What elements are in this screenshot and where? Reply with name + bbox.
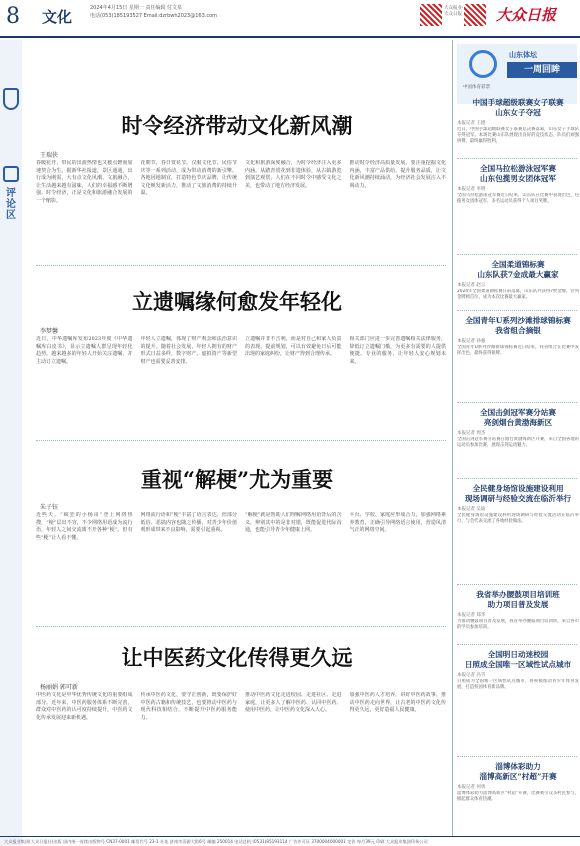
brief-item[interactable] [457, 316, 579, 399]
brief-title: 淄博体彩助力 淄博高新区“村超”开赛 [479, 762, 557, 781]
brief-text: 全国青年U系列沙滩排球锦标赛近日结束，我省组合在比赛中发挥出色，最终获得银牌。 [457, 345, 579, 357]
brief-text: 全国马拉松游泳冠军赛近日结束，山东队在比赛中表现出色，包揽男女团体冠军，多名运动员获得个人项目奖牌。 [457, 193, 579, 205]
article-body [36, 692, 446, 832]
divider [457, 254, 577, 255]
divider [457, 310, 577, 311]
qr-label-1: 大众报业· 大众日报 [444, 6, 464, 17]
article-author: 王瑞侠 [40, 152, 59, 159]
comment-icon [3, 166, 19, 182]
brief-meta: 本报记者 李明 [457, 187, 486, 192]
left-sidebar [0, 40, 22, 846]
brief-text: 日照成为全国唯一区域性试点城市，将积极推动青少年体育发展，打造校园体育新品牌。 [457, 679, 579, 691]
newspaper-brand: 大众日报 [496, 6, 557, 24]
brief-item[interactable] [457, 484, 579, 575]
page-number: 8 [6, 4, 20, 29]
divider [457, 478, 577, 479]
brief-text: 2024年全国柔道锦标赛日前落幕，山东队共获得7枚金牌，位列金牌榜首位，成为本次比赛最大赢家。 [457, 289, 579, 301]
article-column: 推动中医药文化走进校园、走进社区、走进家庭，让更多人了解中医药、认同中医药、使用中医药，让中医药文化深入人心。 [245, 692, 342, 714]
brief-item[interactable] [457, 260, 579, 313]
brief-title: 我省举办腰鼓项目培训班 助力项目普及发展 [476, 590, 560, 609]
brief-meta: 本报记者 冯雪 [457, 673, 486, 678]
pen-icon [3, 88, 19, 110]
brief-meta: 本报记者 赵云 [457, 283, 486, 288]
article-author: 李梦馨 [40, 328, 59, 335]
article-body [36, 512, 446, 622]
brief-item[interactable] [457, 408, 579, 477]
article-column: 平台、学校、家庭应形成合力，加强网络素养教育，正确引导网络语言使用，营造风清气正的网络空间。 [349, 512, 446, 534]
article-body [36, 336, 446, 436]
article-title[interactable]: 立遗嘱缘何愈发年轻化 [132, 289, 342, 314]
brief-title: 全国击剑冠军赛分站赛 亮剑烟台黄渤海新区 [480, 408, 556, 427]
masthead-meta [90, 4, 217, 20]
article-column: “解梗”就是帮助人们理解网络用语背后的含义，辨别其中的是非对错，既能促进代际沟通，也能引导青少年健康上网。 [245, 512, 342, 534]
article-column: 文化和旅游深度融合，为时令经济注入更多内涵。从踏青赏花到非遗体验，从古镇游览到演艺观赏，人们在不同时令中感受文化之美，也带动了地方经济发展。 [245, 160, 342, 189]
masthead-meta-line1: 2024年4月15日 星期一 责任编辑 付文泉 [90, 5, 183, 11]
article-column: 近些天，“疯狂的小杨哥”登上网络热搜，“梗”层出不穷，不少网络用语成为流行语，年轻人之间交流离不开各种“梗”，但有些“梗”让人看不懂。 [36, 512, 133, 541]
brief-text: 全国击剑冠军赛分站赛在烟台黄渤海新区开赛，来自全国各地的运动员参加比赛，展现击剑运动魅力。 [457, 437, 579, 449]
brief-item[interactable] [457, 650, 579, 741]
brief-item[interactable] [457, 762, 579, 835]
article-column: 花朝节，春日赏花节、汉服文化节、民俗节庆等一系列活动，成为带动消费的新引擎。各地因地制宜，打造特色节庆品牌，让传统文化焕发新活力，推动了文旅消费的持续升温。 [140, 160, 237, 197]
article-author: 杨丽娟 郭可新 [40, 684, 78, 691]
article-column: 传承中医药文化，要守正创新，既要保护好中医药古籍和传统技艺，也要推动中医药与现代科技相结合，不断提升中医药服务能力。 [140, 692, 237, 721]
divider [457, 158, 577, 159]
brief-title: 全国柔道锦标赛 山东队获7金成最大赢家 [477, 260, 559, 279]
divider [457, 756, 577, 757]
qr-code-icon[interactable] [420, 4, 442, 26]
column-label: 评 论 区 [6, 188, 16, 221]
lottery-logo-icon [469, 50, 497, 78]
brief-text: 为推动腰鼓项目普及发展，我省举办腰鼓项目培训班，来自各市的学员参加培训。 [457, 619, 579, 631]
brief-text: 全民健身场馆设施建设利用现场调研与经验交流活动在临沂举行，与会代表交流了各地经验做法。 [457, 513, 579, 525]
divider [36, 440, 446, 441]
article-column: 推动时令经济高质量发展，要注重挖掘文化内涵，丰富产品供给，提升服务品质，让文化新风潮持续涌动，为经济社会发展注入不竭动力。 [349, 160, 446, 189]
brief-title: 全民健身场馆设施建设利用 现场调研与经验交流在临沂举行 [464, 484, 572, 503]
sports-banner [457, 44, 577, 104]
article-column: 立遗嘱并非不吉利，而是对自己和家人负责的表现。提前规划，可以有效避免日后可能出现的家庭纠纷，让财产得到合理传承。 [245, 336, 342, 358]
brief-meta: 本报记者 何勇 [457, 785, 486, 790]
brief-meta: 本报记者 吴迪 [457, 507, 486, 512]
article-column: 相关部门应进一步完善遗嘱相关法律服务，降低订立遗嘱门槛，为更多有需要的人提供便捷、专业的服务，让年轻人安心规划未来。 [349, 336, 446, 365]
brief-title: 全国明日动迷校园 日照成全国唯一区域性试点城市 [464, 650, 572, 669]
article-title[interactable]: 重视“解梗”尤为重要 [140, 467, 334, 492]
article-author: 朱子钰 [40, 504, 59, 511]
qr-code-icon[interactable] [464, 4, 486, 26]
sports-briefs-column [452, 40, 580, 836]
article-title[interactable]: 时令经济带动文化新风潮 [121, 113, 353, 138]
masthead-meta-line2: 电话(053)185193527 Email:dzrbwh2023@163.com [90, 13, 218, 19]
article-column: 春暖花开，带民的出游热情也又被点燃而加速契合为生。据新华社报道，景区通通，出行成为刚需，大有点文化风潮。文旅融合，让生活越来越有滋味，人们的幸福感不断增强。时令经济，正是文化和旅游融合发展的一个缩影。 [36, 160, 133, 204]
brief-item[interactable] [457, 164, 579, 247]
divider [36, 265, 446, 266]
banner-caption: 中国体育彩票 [463, 85, 490, 90]
brief-meta: 本报记者 孙强 [457, 339, 486, 344]
article-column: 中医药文化是中华优秀传统文化的重要组成部分。近年来，中医药服务体系不断完善，群众对中医药的认可度持续提升，中医药文化传承发展迎来新机遇。 [36, 692, 133, 721]
masthead [0, 0, 580, 38]
article-column: 年轻人立遗嘱，体现了财产观念和法治意识的提升。随着社会发展，年轻人拥有的财产形式日益多样，数字财产、虚拟资产等新型财产也需要妥善安排。 [140, 336, 237, 365]
brief-text: 淄博体彩助力淄博高新区“村超”开赛，比赛吸引众多村民参与，掀起群众体育热潮。 [457, 791, 579, 803]
divider [36, 626, 446, 627]
brief-title: 全国青年U系列沙滩排球锦标赛 我省组合摘银 [465, 316, 571, 335]
brief-title: 中国手球超级联赛女子联赛 山东女子夺冠 [472, 98, 564, 117]
article-body [36, 160, 446, 260]
divider [457, 644, 577, 645]
page-footer: 大众报业集团(大众日报社)出版 国内统一连续出版物号 CN37-0001 邮发代号 23-1 社址 济南市泺源大街6号 邮编 250014 电话总机 (0531)85193114 广告许可证 3700004000001 定价 每月39元 印刷 大众报业集团印务公司 [0, 836, 580, 846]
brief-meta: 本报记者 周杰 [457, 431, 486, 436]
divider [457, 402, 577, 403]
divider [457, 584, 577, 585]
brief-meta: 本报记者 郑华 [457, 613, 486, 618]
banner-heading: 山东体坛 [509, 51, 537, 59]
article-title[interactable]: 让中医药文化传得更久远 [121, 645, 353, 670]
brief-meta: 本报记者 王德 [457, 121, 486, 126]
banner-subtitle: 一周回眸 [507, 62, 577, 78]
brief-item[interactable] [457, 590, 579, 637]
brief-text: 近日，中国手球超级联赛女子联赛总决赛落幕，山东女子手球队夺得冠军。本场比赛山东队展现出良好的竞技状态，队员们顽强拼搏，最终赢得胜利。 [457, 127, 579, 145]
section-title: 文化 [42, 8, 73, 26]
article-column: 网络流行语和“梗”丰富了语言表达，但部分低俗、恶搞内容也随之传播，对青少年价值观形成带来不良影响，需要引起重视。 [140, 512, 237, 534]
brief-title: 全国马拉松游泳冠军赛 山东包揽男女团体冠军 [480, 164, 556, 183]
article-column: 近日，中华遗嘱库发布2023年度《中华遗嘱库白皮书》，显示立遗嘱人群呈现年轻化趋势。越来越多的年轻人开始关注遗嘱，并主动订立遗嘱。 [36, 336, 133, 365]
article-column: 加强中医药人才培养，讲好中医药故事，推动中医药走向世界，让古老的中医药文化传得更久远，更好造福人民健康。 [349, 692, 446, 714]
brief-item[interactable] [457, 98, 579, 151]
